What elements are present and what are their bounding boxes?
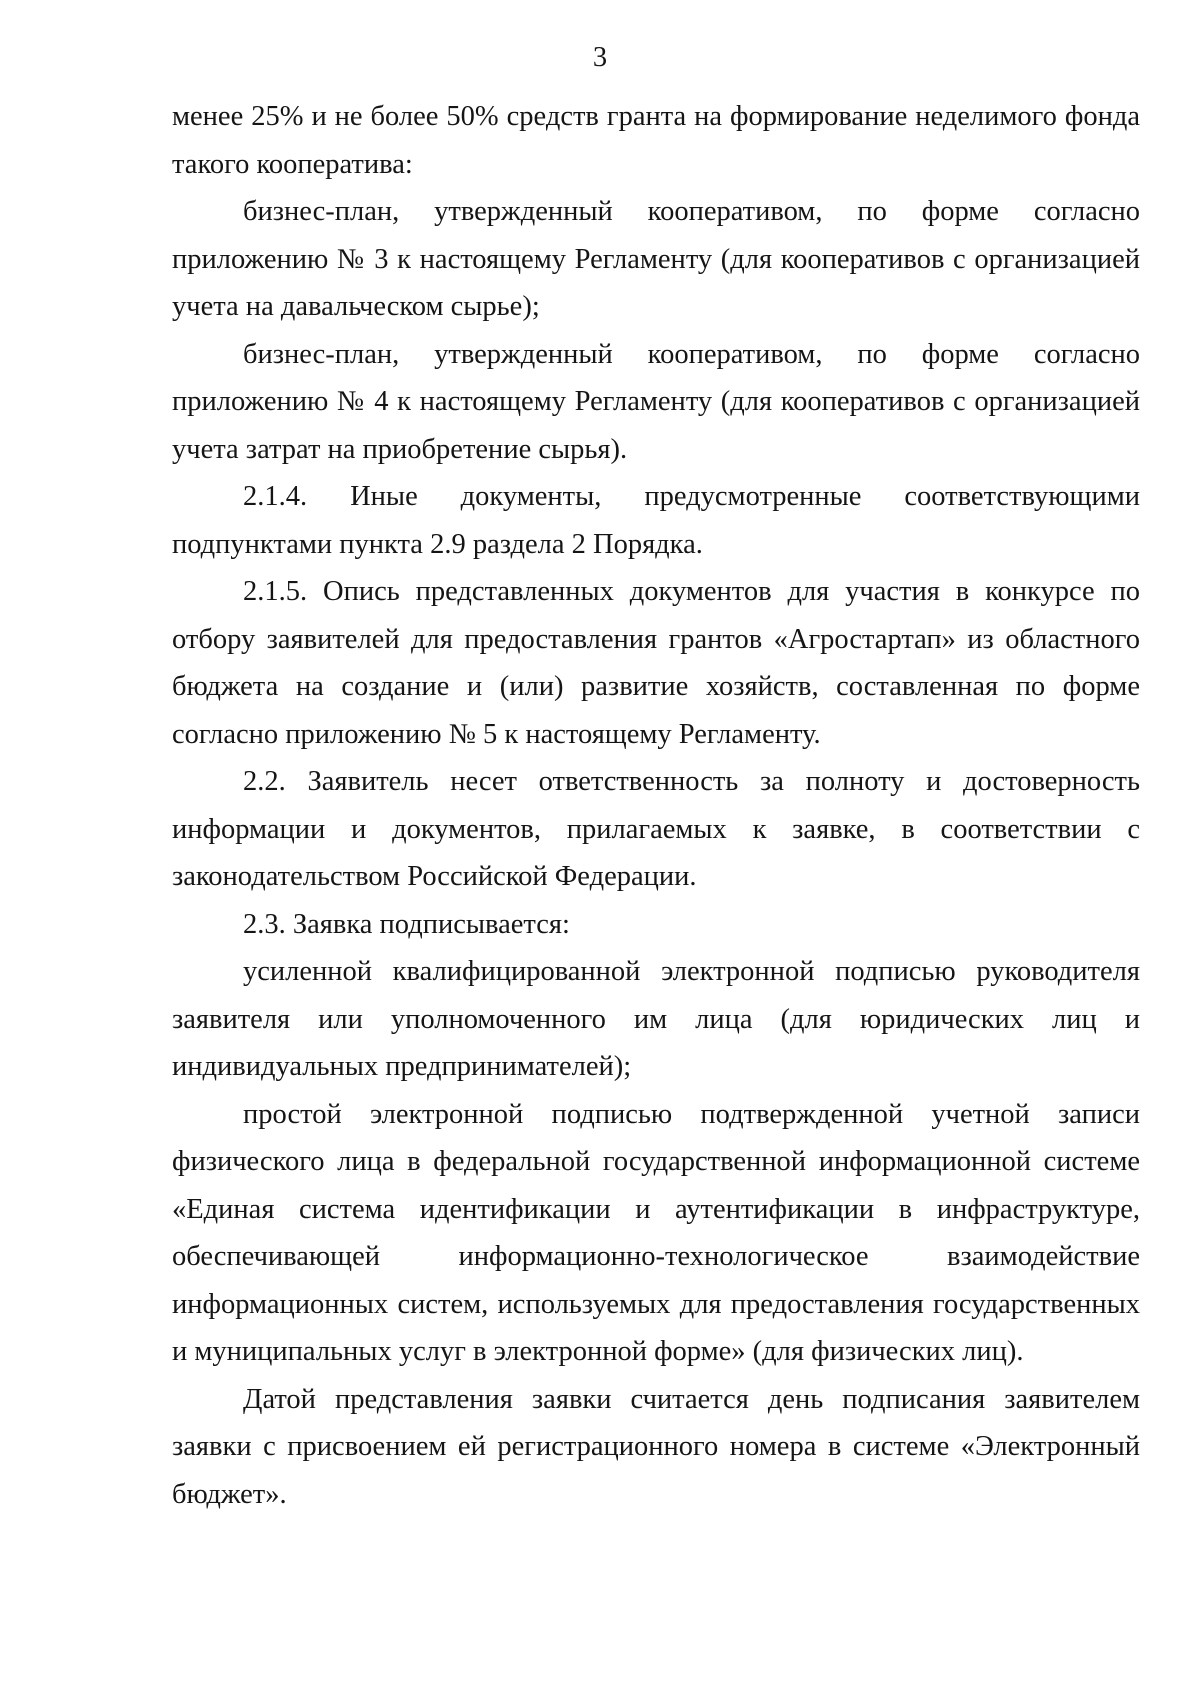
paragraph-submission-date: Датой представления заявки считается день подписания заявителем заявки с присвоением ей регистрационного номера в системе «Электронный бюджет».: [172, 1383, 1140, 1510]
paragraph-simple-signature: простой электронной подписью подтвержденной учетной записи физического лица в федеральной государственной информационной системе «Единая система идентификации и аутентификации в инфраструктуре, обеспечивающей информационно-технологическое взаимодействие информационных систем, используемых для предоставления государственных и муниципальных услуг в электронной форме» (для физических лиц).: [172, 1098, 1140, 1367]
page-number: 3: [592, 42, 608, 73]
paragraph-clause-2-3: 2.3. Заявка подписывается:: [243, 908, 570, 940]
paragraph-clause-2-1-5: 2.1.5. Опись представленных документов для участия в конкурсе по отбору заявителей для предоставления грантов «Агростартап» из областного бюджета на создание и (или) развитие хозяйств, составленная по форме согласно приложению № 5 к настоящему Регламенту.: [172, 576, 1140, 750]
paragraph-clause-2-1-4: 2.1.4. Иные документы, предусмотренные соответствующими подпунктами пункта 2.9 раздела 2 Порядка.: [172, 481, 1140, 560]
paragraph-business-plan-appendix-4: бизнес-план, утвержденный кооперативом, по форме согласно приложению № 4 к настоящему Регламенту (для кооперативов с организацией учета затрат на приобретение сырья).: [172, 338, 1140, 465]
paragraph-qualified-signature: усиленной квалифицированной электронной подписью руководителя заявителя или уполномоченного им лица (для юридических лиц и индивидуальных предпринимателей);: [172, 956, 1140, 1082]
paragraph-business-plan-appendix-3: бизнес-план, утвержденный кооперативом, по форме согласно приложению № 3 к настоящему Регламенту (для кооперативов с организацией учета на давальческом сырье);: [172, 196, 1140, 322]
paragraph-grant-fund-continuation: менее 25% и не более 50% средств гранта на формирование неделимого фонда такого кооператива:: [172, 101, 1140, 180]
document-body: [172, 93, 1140, 1518]
paragraph-clause-2-2: 2.2. Заявитель несет ответственность за полноту и достоверность информации и документов, прилагаемых к заявке, в соответствии с законодательством Российской Федерации.: [172, 766, 1140, 892]
